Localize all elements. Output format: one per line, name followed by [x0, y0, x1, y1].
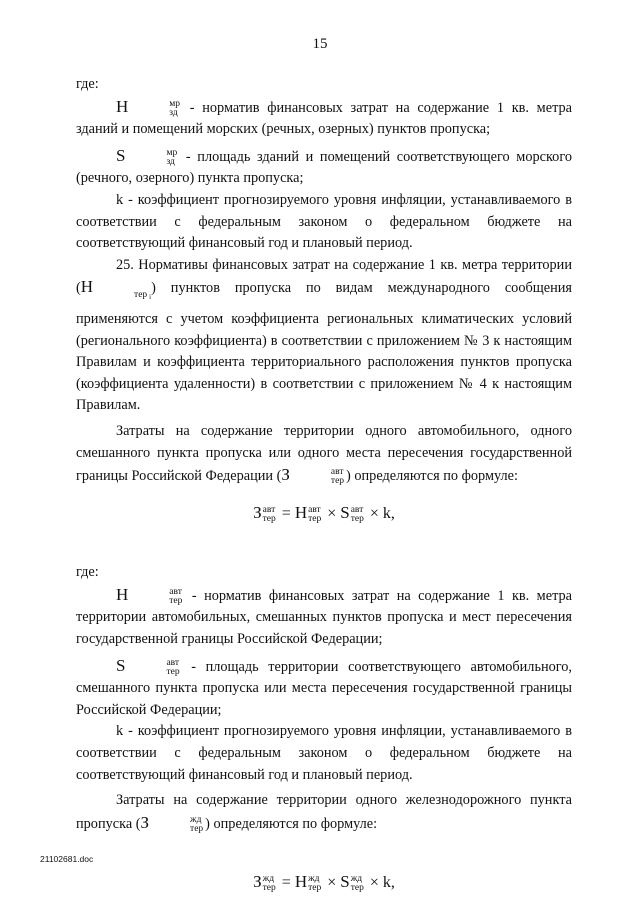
where-label-2: [76, 562, 572, 584]
superscript: авт: [350, 504, 364, 515]
symbol-z: З: [281, 465, 290, 485]
definition-s-zd: [76, 145, 572, 190]
symbol-z: З: [253, 502, 262, 522]
sub: [94, 291, 147, 300]
page-number: 15: [312, 36, 328, 52]
symbol-z: З: [140, 812, 150, 832]
symbol-s: S: [340, 872, 350, 892]
sup-sub: [351, 875, 364, 893]
definition-text: - площадь территории соответствующего автомобильного, смешанного пункта пропуска или места пересечения государственной границы Российской Федерации;: [76, 658, 572, 718]
sup-sub: [150, 816, 203, 834]
definition-s-ter: [76, 655, 572, 722]
sup-sub: [351, 506, 364, 524]
rail-intro: [76, 790, 572, 835]
paragraph-25: [76, 255, 572, 417]
sup-sub: [263, 506, 276, 524]
symbol-s: S: [116, 655, 126, 675]
subscript: тер: [330, 476, 345, 487]
symbol-k: k,: [382, 874, 395, 892]
symbol-s: S: [116, 145, 126, 165]
subscript: тер: [350, 513, 364, 524]
paragraph-text: 25. Нормативы финансовых затрат на содержание 1 кв. метра территории (: [76, 256, 572, 297]
subscript: тер: [190, 823, 204, 834]
definition-n-zd: [76, 96, 572, 141]
subscript: тер: [134, 290, 148, 301]
auto-intro: [76, 421, 572, 488]
subscript: тер: [166, 666, 180, 677]
subscript: тер: [169, 595, 183, 606]
paragraph-text: Затраты на содержание территории одного автомобильного, одного смешанного пункта пропуска или одного места пересечения государственной границы Российской Федерации (: [76, 422, 572, 485]
sup-sub: [308, 506, 321, 524]
definition-k-1: [76, 190, 572, 255]
equals-sign: =: [277, 504, 295, 522]
symbol-k: k,: [382, 504, 395, 522]
superscript: мр: [166, 147, 178, 158]
sup-sub: [308, 875, 321, 893]
symbol-n: Н: [116, 96, 129, 116]
sup-sub: [291, 468, 344, 486]
superscript: авт: [262, 504, 276, 515]
sup-sub: [263, 875, 276, 893]
subscript: зд: [169, 107, 178, 118]
sup-sub: [126, 149, 177, 167]
definition-text: - площадь зданий и помещений соответствующего морского (речного, озерного) пункта пропуска;: [76, 148, 572, 187]
superscript: жд: [262, 874, 275, 885]
document-body: [76, 74, 572, 894]
subscript: тер: [350, 883, 364, 894]
symbol-z: З: [253, 872, 262, 892]
document-footer-filename: 21102681.doc: [40, 854, 94, 864]
times-sign: ×: [365, 504, 383, 522]
superscript: авт: [308, 504, 321, 515]
times-sign: ×: [323, 504, 341, 522]
where-text: где:: [76, 564, 99, 581]
paragraph-text: ) пунктов пропуска по видам международного сообщения применяются с учетом коэффициента региональных климатических условий (регионального коэффициента) в соответствии с приложением № 3 к настоящим Правилам и коэффициента территориального расположения пунктов пропуска (коэффициента удаленности) в соответствии с приложением № 4 к настоящим Правилам.: [76, 280, 572, 414]
symbol-k: k: [116, 191, 124, 208]
symbol-s: S: [340, 502, 350, 522]
superscript: жд: [350, 874, 363, 885]
paragraph-text: ) определяются по формуле:: [346, 468, 518, 485]
superscript: жд: [190, 814, 202, 825]
superscript: жд: [308, 874, 320, 885]
paragraph-text: ) определяются по формуле:: [205, 815, 378, 832]
superscript: авт: [169, 586, 182, 597]
formula-auto: [76, 502, 572, 525]
symbol-n: Н: [294, 872, 308, 892]
definition-k-2: [76, 721, 572, 786]
superscript: мр: [169, 98, 181, 109]
definition-text: - коэффициент прогнозируемого уровня инфляции, устанавливаемого в соответствии с федеральным законом о федеральном бюджете на соответствующий финансовый год и плановый период.: [76, 191, 572, 252]
formula-rail: [76, 871, 572, 894]
times-sign: ×: [323, 874, 341, 892]
where-label-1: [76, 74, 572, 96]
symbol-n: Н: [294, 502, 308, 522]
superscript: авт: [330, 467, 344, 478]
sup-sub: [126, 659, 179, 677]
times-sign: ×: [365, 874, 383, 892]
subscript: тер: [262, 883, 276, 894]
definition-n-ter: [76, 584, 572, 651]
symbol-n: Н: [116, 584, 129, 604]
subscript: зд: [166, 156, 175, 167]
subscript-i: i: [149, 293, 152, 302]
subscript: тер: [308, 883, 322, 894]
sup-sub: [129, 100, 180, 118]
superscript: авт: [166, 657, 180, 668]
paragraph-text: Затраты на содержание территории одного железнодорожного пункта пропуска (: [76, 792, 572, 832]
sup-sub: [129, 588, 182, 606]
definition-text: - норматив финансовых затрат на содержание 1 кв. метра территории автомобильных, смешанных пунктов пропуска и мест пересечения государственной границы Российской Федерации;: [76, 587, 572, 648]
symbol-n: Н: [80, 277, 94, 297]
subscript: тер: [262, 513, 276, 524]
definition-text: - коэффициент прогнозируемого уровня инфляции, устанавливаемого в соответствии с федеральным законом о федеральном бюджете на соответствующий финансовый год и плановый период.: [76, 723, 572, 783]
where-text: где:: [76, 76, 99, 92]
subscript: тер: [308, 513, 322, 524]
symbol-k: k: [116, 723, 124, 740]
equals-sign: =: [277, 874, 295, 892]
definition-text: - норматив финансовых затрат на содержание 1 кв. метра зданий и помещений морских (речных, озерных) пунктов пропуска;: [76, 99, 572, 138]
